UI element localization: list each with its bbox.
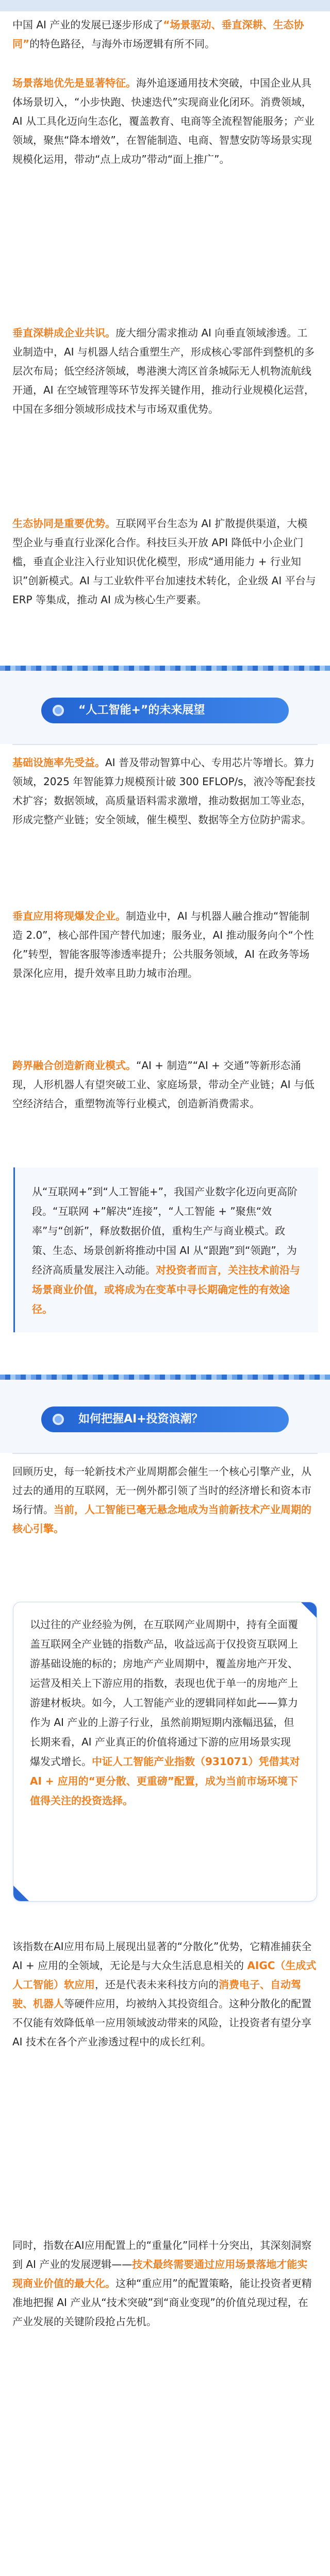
weighting-highlight: 技术最终需要通过应用场景落地才能实现商业价值的最大化。 (12, 2258, 308, 2290)
history-text: 回顾历史，每一轮新技术产业周期都会催生一个核心引擎产业，从过去的通用的互联网，无一例外都引领了当时的经济增长和资本市场行情。 (12, 1465, 311, 1516)
weighting-text-end: 在产业发展的关键阶段抢占先机。 (12, 2296, 308, 2328)
infrastructure-body: AI 普及带动智算中心、专用芯片等增长。算力领域，2025 年智能算力规模预计破 300 EFLOP/s，液冷等配套技术扩容；数据领域，高质量语料需求激增，推动数据加工等业态，形成完整产业链；安全领域，催生模型、数据等全方位防护需求。 (12, 756, 316, 826)
core-engine-highlight: 当前，人工智能已毫无悬念地成为当前新技术产业周期的核心引擎。 (12, 1503, 311, 1535)
industry-experience-text (30, 1615, 300, 1810)
intro-paragraph-4 (12, 514, 318, 609)
crossover-heading: 跨界融合创造新商业模式。 (12, 1059, 136, 1072)
card-highlight: 中证人工智能产业指数（931071）凭借其对 AI + 应用的“更分散、更重磅”配置，成为当前市场环境下值得关注的投资选择。 (30, 1755, 300, 1807)
outlook-quote-box (13, 1167, 318, 1332)
section-header-outlook (0, 666, 330, 744)
aigc-highlight: AIGC（生成式人工智能）软应用 (12, 1959, 317, 1991)
industry-experience-card (13, 1602, 317, 1901)
ecosystem-body: 互联网平台生态为 AI 扩散提供渠道，大模型企业与垂直行业深化合作。科技巨头开放 API 降低中小企业门槛，垂直企业注入行业知识优化模型，形成“通用能力 + 行业知识”创新模式。AI 与工业软件平台加速技术转化，企业级 AI 平台与 ERP 等集成，推动 AI 成为核心生产要素。 (12, 517, 316, 606)
outlook-paragraph-3 (12, 1056, 318, 1113)
crossover-body: “AI + 制造”“AI + 交通”等新形态涌现，人形机器人有望突破工业、家庭场景，带动全产业链；AI 与低空经济结合，重塑物流等行业模式，创造新消费需求。 (12, 1059, 315, 1110)
hardware-highlight: 消费电子、自动驾驶、机器人 (12, 1978, 301, 2010)
quote-highlight: 对投资者而言，关注技术前沿与场景商业价值，或将成为在变革中寻长期确定性的有效途径。 (32, 1264, 300, 1315)
outlook-paragraph-1 (12, 753, 318, 829)
pill-dot-icon (53, 1414, 64, 1425)
decorative-stripe (0, 666, 330, 671)
section-title: “人工智能+”的未来展望 (78, 704, 205, 717)
section-header-investment (0, 1375, 330, 1453)
intro-paragraph-2 (12, 74, 318, 169)
card-body: 以过往的产业经验为例，在互联网产业周期中，持有全面覆盖互联网全产业链的指数产品，收益远高于仅投资互联网上游基础设施的标的；房地产产业周期中，覆盖房地产开发、运营及相关上下游应用的指数，表现也优于单一的房地产上游建材板块。如今，人工智能产业的逻辑同样如此——算力作为 AI 产业的上游子行业，虽然前期短期内涨幅迅猛，但长期来看，AI 产业真正的价值将通过下游的应用场景实现爆发式增长。 (30, 1618, 298, 1768)
quote-text: 从“互联网+”到“人工智能+”，我国产业数字化迈向更高阶段。“互联网 +”解决“连接”，“人工智能 + ”聚焦“效率”与“创新”，释放数据价值，重构生产与商业模式。政策、生态、场景创新将推动中国 AI 从“跟跑”到“领跑”，为经济高质量发展注入动能。 (32, 1185, 298, 1276)
invest-paragraph-2 (12, 1937, 318, 2052)
vertical-apps-heading: 垂直应用将现爆发企业。 (12, 910, 126, 922)
card-corner-decoration (301, 1602, 317, 1618)
intro-paragraph-3 (12, 324, 318, 419)
section-divider (12, 1453, 318, 1454)
section-title-pill (41, 1406, 289, 1432)
invest-paragraph-1 (12, 1462, 318, 1538)
vertical-heading: 垂直深耕成企业共识。 (12, 327, 116, 339)
invest-paragraph-3 (12, 2236, 318, 2331)
vertical-apps-body: 制造业中，AI 与机器人融合推动“智能制造 2.0”，核心部件国产替代加速；服务业，AI 推动服务向个“个性化”转型，智能客服等渗透率提升；公共服务领域，AI 在政务等场景深化应用，提升效率且助力城市治理。 (12, 910, 314, 979)
section-title-pill (41, 698, 289, 723)
intro-paragraph-1 (12, 15, 318, 54)
decorative-stripe (0, 1375, 330, 1380)
top-decorative-band (0, 0, 330, 11)
scene-first-heading: 场景落地优先是显著特征。 (12, 77, 136, 89)
outlook-quote (32, 1182, 300, 1319)
infrastructure-heading: 基础设施率先受益。 (12, 756, 105, 769)
weighting-text: 同时，指数在AI应用配置上的“重量化”同样十分突出，其深刻洞察到 AI 产业的发展逻辑—— (12, 2239, 312, 2270)
section-divider (12, 744, 318, 745)
weighting-text-2: 这种“重应用”的配置策略，能让投资者更精准地把握 AI 产业从“技术突破”到“商业变现”的价值兑现过程， (12, 2277, 312, 2309)
intro-highlight: “场景驱动、垂直深耕、生态协同” (12, 19, 304, 50)
section-title: 如何把握AI+投资浪潮？ (78, 1413, 203, 1426)
outlook-paragraph-2 (12, 907, 318, 983)
scene-first-body: 海外追逐通用技术突破，中国企业从具体场景切入，“小步快跑、快速迭代”实现商业化闭环。消费领域，AI 从工具化迈向生态化，覆盖教育、电商等全流程智能服务；产业领域，聚焦“降本增效”，在智能制造、电商、智慧安防等场景实现规模化运用，带动“点上成功”带动“面上推广”。 (12, 77, 315, 165)
pill-dot-icon (53, 705, 64, 716)
card-corner-decoration (13, 1886, 29, 1901)
vertical-body: 庞大细分需求推动 AI 向垂直领域渗透。工业制造中，AI 与机器人结合重塑生产，形成核心零部件到整机的多层次布局；低空经济领域，粤港澳大湾区首条城际无人机物流航线开通，AI 在空域管理等环节发挥关键作用，推动行业规模化运营，中国在多细分领域形成技术与市场双重优势。 (12, 327, 315, 415)
diversify-text-2: ，还是代表未来科技方向的 (95, 1978, 219, 1991)
intro-text-end: 的特色路径，与海外市场逻辑有所不同。 (29, 38, 216, 50)
intro-text: 中国 AI 产业的发展已逐步形成了 (12, 19, 163, 31)
ecosystem-heading: 生态协同是重要优势。 (12, 517, 116, 530)
diversify-text-3: 等硬件应用，均被纳入其投资组合。这种分散化的配置不仅能有效降低单一应用领域波动带来的风险，让投资者有望分享 AI 技术在各个产业渗透过程中的成长红利。 (12, 1997, 311, 2048)
diversify-text: 该指数在AI应用布局上展现出显著的“分散化”优势，它精准捕获全 AI + 应用的全领域，无论是与大众生活息息相关的 (12, 1940, 312, 1972)
